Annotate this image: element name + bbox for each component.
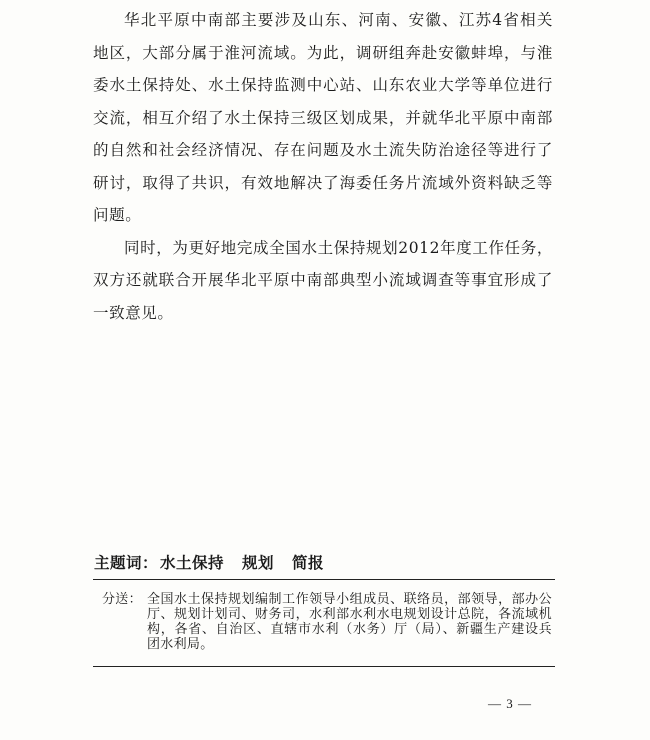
divider-top [93,579,555,580]
keywords-line [94,551,564,573]
paragraph-2: 同时，为更好地完成全国水土保持规划2012年度工作任务，双方还就联合开展华北平原中南部典型小流域调查等事宜形成了一致意见。 [93,238,553,322]
divider-bottom [93,666,555,667]
keyword-item: 简报 [292,554,325,572]
distribution-text: 全国水土保持规划编制工作领导小组成员、联络员，部领导，部办公厅、规划计划司、财务司，水利部水利水电规划设计总院，各流域机构，各省、自治区、直辖市水利（水务）厅（局）、新疆生产建设兵团水利局。 [147,592,552,652]
keyword-item: 规划 [242,554,275,572]
body-text [93,4,553,329]
paragraph-1: 华北平原中南部主要涉及山东、河南、安徽、江苏4省相关地区，大部分属于淮河流域。为此，调研组奔赴安徽蚌埠，与淮委水土保持处、水土保持监测中心站、山东农业大学等单位进行交流，相互介绍了水土保持三级区划成果，并就华北平原中南部的自然和社会经济情况、存在问题及水土流失防治途径等进行了研讨，取得了共识，有效地解决了海委任务片流域外资料缺乏等问题。 [93,11,553,224]
distribution-label: 分送： [102,592,142,607]
keywords-label: 主题词： [94,554,159,572]
page-number: — 3 — [488,696,532,711]
keyword-item: 水土保持 [160,554,225,572]
distribution-block [102,592,552,652]
